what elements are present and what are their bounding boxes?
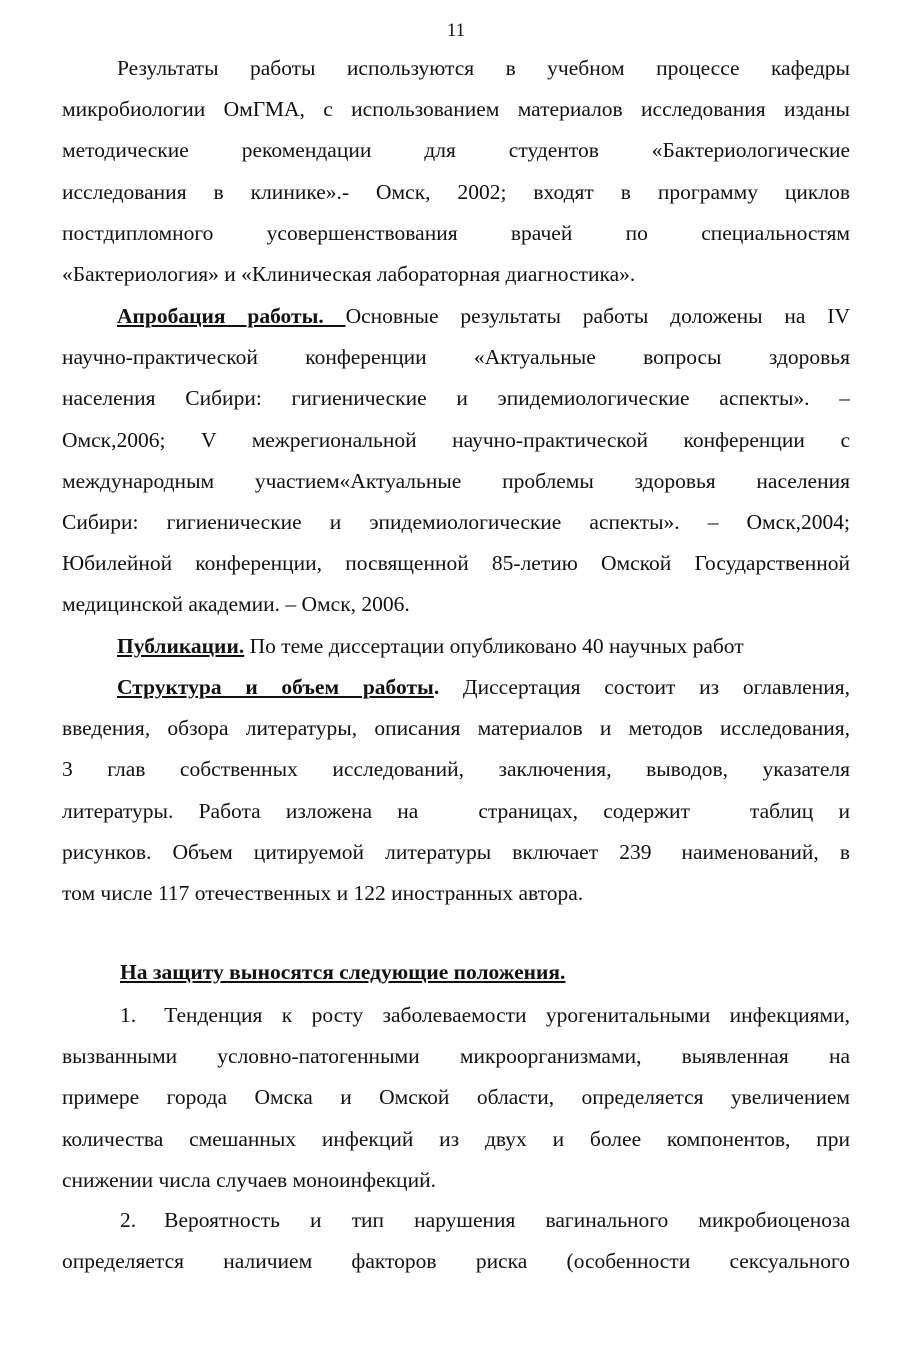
results-line: Результаты работы используются в учебном процессе кафедры xyxy=(117,56,850,80)
item-text: Тенденция к росту заболеваемости урогенитальными инфекциями, xyxy=(164,1003,850,1027)
page-number: 11 xyxy=(446,20,466,41)
structure-line xyxy=(62,832,850,873)
structure-line: введения, обзора литературы, описания материалов и методов исследования, xyxy=(62,716,850,741)
approbation-line: населения Сибири: гигиенические и эпидемиологические аспекты». – xyxy=(62,386,850,411)
publications-label: Публикации. xyxy=(117,634,245,658)
approbation-label: Апробация работы. xyxy=(117,304,346,328)
structure-line-part: рисунков. Объем цитируемой литературы включает 239 xyxy=(62,839,652,864)
structure-line-part: страницах, содержит xyxy=(478,798,690,823)
results-line: «Бактериология» и «Клиническая лабораторная диагностика». xyxy=(62,262,636,287)
structure-line-part: таблиц и xyxy=(749,798,850,823)
item-number: 1. xyxy=(120,1003,137,1027)
item-text: Вероятность и тип нарушения вагинального микробиоценоза xyxy=(164,1208,850,1232)
approbation-line: Юбилейной конференции, посвященной 85-летию Омской Государственной xyxy=(62,551,850,576)
approbation-text: Основные результаты работы доложены на IV xyxy=(345,304,850,328)
publications-paragraph xyxy=(62,626,850,667)
defense-heading: На защиту выносятся следующие положения. xyxy=(120,960,566,984)
structure-line: том числе 117 отечественных и 122 иностранных автора. xyxy=(62,881,584,906)
item-line: вызванными условно-патогенными микроорганизмами, выявленная на xyxy=(62,1044,850,1069)
approbation-line: медицинской академии. – Омск, 2006. xyxy=(62,592,410,617)
approbation-line: Сибири: гигиенические и эпидемиологические аспекты». – Омск,2004; xyxy=(62,510,850,535)
approbation-line: международным участием«Актуальные проблемы здоровья населения xyxy=(62,468,850,493)
approbation-paragraph xyxy=(62,296,850,626)
item-line: количества смешанных инфекций из двух и более компонентов, при xyxy=(62,1126,850,1151)
approbation-first-line xyxy=(62,296,850,337)
defense-item-2 xyxy=(62,1200,850,1282)
item-number: 2. xyxy=(120,1208,137,1232)
publications-line xyxy=(62,626,850,667)
approbation-line: научно-практической конференции «Актуальные вопросы здоровья xyxy=(62,345,850,370)
approbation-line: Омск,2006; V межрегиональной научно-практической конференции с xyxy=(62,427,850,452)
structure-line-part: наименований, в xyxy=(681,839,850,864)
results-line: постдипломного усовершенствования врачей по специальностям xyxy=(62,220,850,245)
publications-text: По теме диссертации опубликовано 40 научных работ xyxy=(244,634,744,658)
structure-line-part: литературы. Работа изложена на xyxy=(62,798,419,823)
structure-label: Структура и объем работы xyxy=(117,675,434,699)
results-line: исследования в клинике».- Омск, 2002; входят в программу циклов xyxy=(62,179,850,204)
item-line: снижении числа случаев моноинфекций. xyxy=(62,1167,436,1192)
structure-label-dot: . xyxy=(433,675,440,699)
structure-text: Диссертация состоит из оглавления, xyxy=(439,675,850,699)
structure-paragraph xyxy=(62,667,850,914)
results-line: методические рекомендации для студентов «Бактериологические xyxy=(62,138,850,163)
results-line: микробиологии ОмГМА, с использованием материалов исследования изданы xyxy=(62,97,850,122)
structure-first-line xyxy=(62,667,850,708)
item-line: примере города Омска и Омской области, определяется увеличением xyxy=(62,1085,850,1110)
defense-item-1 xyxy=(62,995,850,1201)
item-line: определяется наличием факторов риска (особенности сексуального xyxy=(62,1249,850,1274)
results-paragraph xyxy=(62,48,850,295)
structure-line: 3 глав собственных исследований, заключения, выводов, указателя xyxy=(62,757,850,782)
structure-line xyxy=(62,791,850,832)
item-first-line xyxy=(62,1200,850,1241)
item-first-line xyxy=(62,995,850,1036)
